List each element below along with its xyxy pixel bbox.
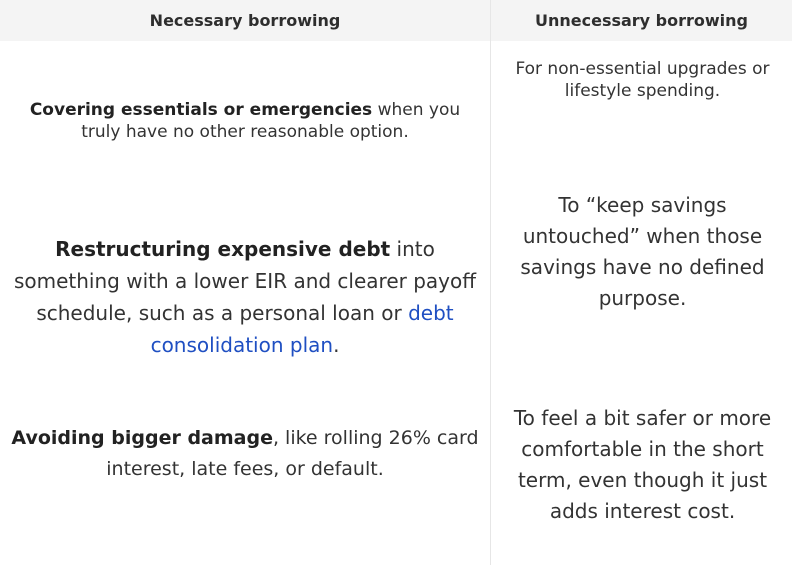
necessary-cell-3-bold: Avoiding bigger damage [11,427,273,449]
necessary-cell-1 [10,99,480,143]
necessary-cell-2-end: . [333,333,340,357]
unnecessary-cell-3: To feel a bit safer or more comfortable in the short term, even though it just adds interest cost. [513,406,772,523]
header-unnecessary-borrowing: Unnecessary borrowing [534,11,749,30]
necessary-cell-3-text: , like rolling 26% card interest, late fees, or default. [106,427,479,480]
debt-consolidation-plan-link[interactable]: debt consolidation plan [150,301,454,357]
unnecessary-cell-2: To “keep savings untouched” when those savings have no defined purpose. [520,193,765,310]
necessary-cell-2 [10,233,480,361]
column-divider [490,0,491,565]
necessary-cell-3 [10,423,480,485]
unnecessary-cell-1: For non-essential upgrades or lifestyle spending. [515,59,770,101]
necessary-cell-1-text: when you truly have no other reasonable option. [81,100,461,142]
header-necessary-borrowing: Necessary borrowing [149,11,341,30]
necessary-cell-2-bold: Restructuring expensive debt [55,237,391,261]
necessary-cell-1-bold: Covering essentials or emergencies [29,100,373,120]
necessary-cell-2-text: into something with a lower EIR and clearer payoff schedule, such as a personal loan or [13,237,477,325]
